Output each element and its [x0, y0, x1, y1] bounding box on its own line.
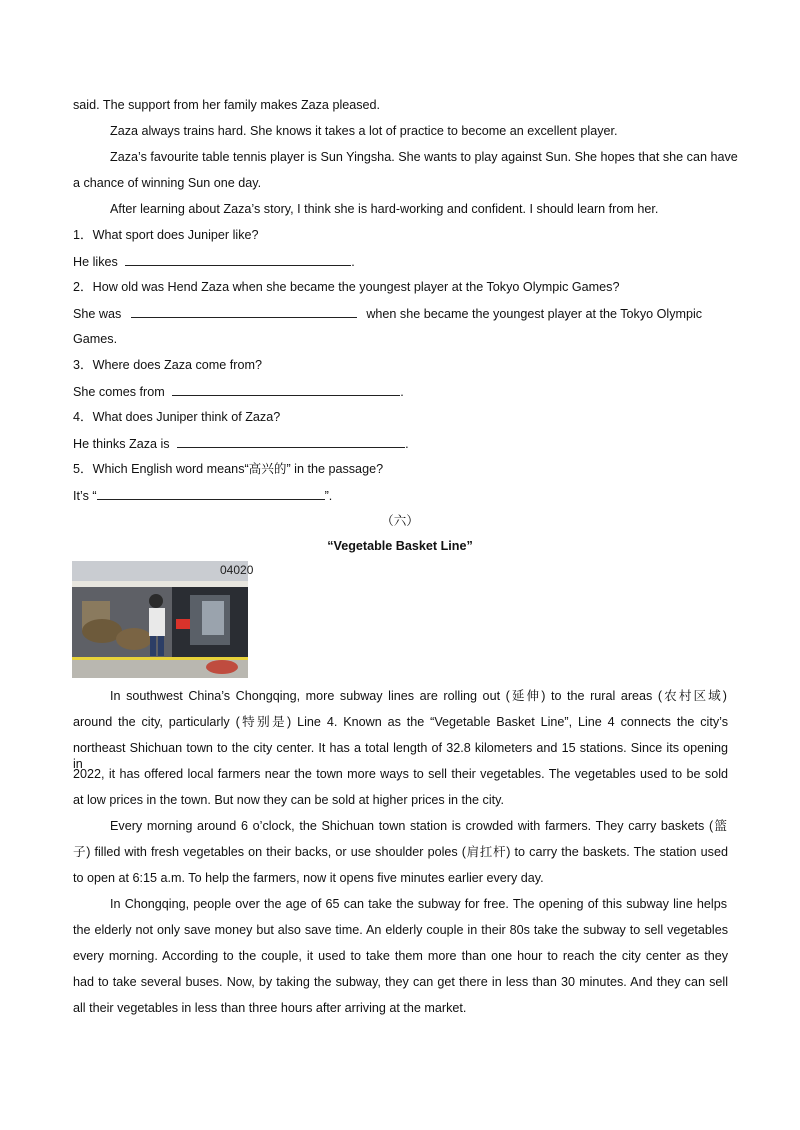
passage-line: all their vegetables in less than three hours after arriving at the market. — [73, 1001, 467, 1015]
question-2: 2．How old was Hend Zaza when she became the youngest player at the Tokyo Olympic Games? — [73, 280, 620, 294]
photo-counter-text: 04020 — [220, 563, 254, 577]
passage-line: to open at 6:15 a.m. To help the farmers, now it opens five minutes earlier every day. — [73, 871, 544, 885]
passage-line: at low prices in the town. But now they can be sold at higher prices in the city. — [73, 793, 504, 807]
passage-line: 子) filled with fresh vegetables on their backs, or use shoulder poles (肩扛杆) to carry the baskets. The station used — [73, 845, 728, 859]
story-line: Zaza’s favourite table tennis player is Sun Yingsha. She wants to play against Sun. She hopes that she can have — [110, 150, 738, 164]
section-number: （六） — [381, 514, 419, 528]
passage-line: every morning. According to the couple, it used to take them more than one hour to reach the city center as they — [73, 949, 728, 963]
answer-line-4 — [73, 435, 409, 452]
passage-line: northeast Shichuan town to the city center. It has a total length of 32.8 kilometers and 15 stations. Since its opening in — [73, 741, 728, 771]
passage-line: around the city, particularly (特别是) Line 4. Known as the “Vegetable Basket Line”, Line 4 connects the city’s — [73, 715, 728, 729]
answer-line-1 — [73, 253, 355, 270]
answer-continuation: Games. — [73, 332, 118, 346]
section-title: “Vegetable Basket Line” — [327, 539, 473, 553]
story-line: a chance of winning Sun one day. — [73, 176, 262, 190]
question-3: 3．Where does Zaza come from? — [73, 358, 262, 372]
story-line: Zaza always trains hard. She knows it takes a lot of practice to become an excellent player. — [110, 124, 618, 138]
passage-line: 2022, it has offered local farmers near the town more ways to sell their vegetables. The vegetables used to be sold — [73, 767, 728, 781]
answer-line-3 — [73, 383, 404, 400]
answer-suffix: when she became the youngest player at the Tokyo Olympic — [366, 307, 703, 321]
passage-line: Every morning around 6 o’clock, the Shichuan town station is crowded with farmers. They carry baskets (篮 — [110, 819, 727, 833]
answer-prefix: He likes — [73, 255, 118, 269]
answer-prefix: She comes from — [73, 385, 165, 399]
answer-blank-4[interactable] — [177, 435, 405, 448]
answer-suffix: ”. — [324, 489, 333, 503]
subway-station-photo — [72, 561, 254, 678]
story-line: said. The support from her family makes Zaza pleased. — [73, 98, 381, 112]
question-1: 1．What sport does Juniper like? — [73, 228, 259, 242]
answer-suffix: . — [351, 255, 355, 269]
story-line: After learning about Zaza’s story, I think she is hard-working and confident. I should learn from her. — [110, 202, 659, 216]
passage-line: In southwest China’s Chongqing, more subway lines are rolling out (延伸) to the rural areas (农村区域) — [110, 689, 727, 703]
answer-prefix: He thinks Zaza is — [73, 437, 170, 451]
answer-line-5 — [73, 487, 332, 504]
answer-prefix: It’s “ — [73, 489, 97, 503]
question-4: 4．What does Juniper think of Zaza? — [73, 410, 281, 424]
answer-suffix: . — [400, 385, 404, 399]
answer-prefix: She was — [73, 307, 122, 321]
answer-blank-5[interactable] — [97, 487, 325, 500]
passage-line: had to take several buses. Now, by taking the subway, they can get there in less than 30 minutes. And they can sell — [73, 975, 728, 989]
photo-illustration — [72, 561, 254, 678]
passage-line: the elderly not only save money but also save time. An elderly couple in their 80s take the subway to sell vegetables — [73, 923, 728, 937]
answer-blank-3[interactable] — [172, 383, 400, 396]
answer-line-2 — [73, 305, 702, 322]
answer-blank-1[interactable] — [125, 253, 351, 266]
answer-suffix: . — [405, 437, 409, 451]
passage-line: In Chongqing, people over the age of 65 can take the subway for free. The opening of this subway line helps — [110, 897, 727, 911]
answer-blank-2[interactable] — [131, 305, 357, 318]
question-5: 5．Which English word means“高兴的” in the passage? — [73, 462, 384, 476]
